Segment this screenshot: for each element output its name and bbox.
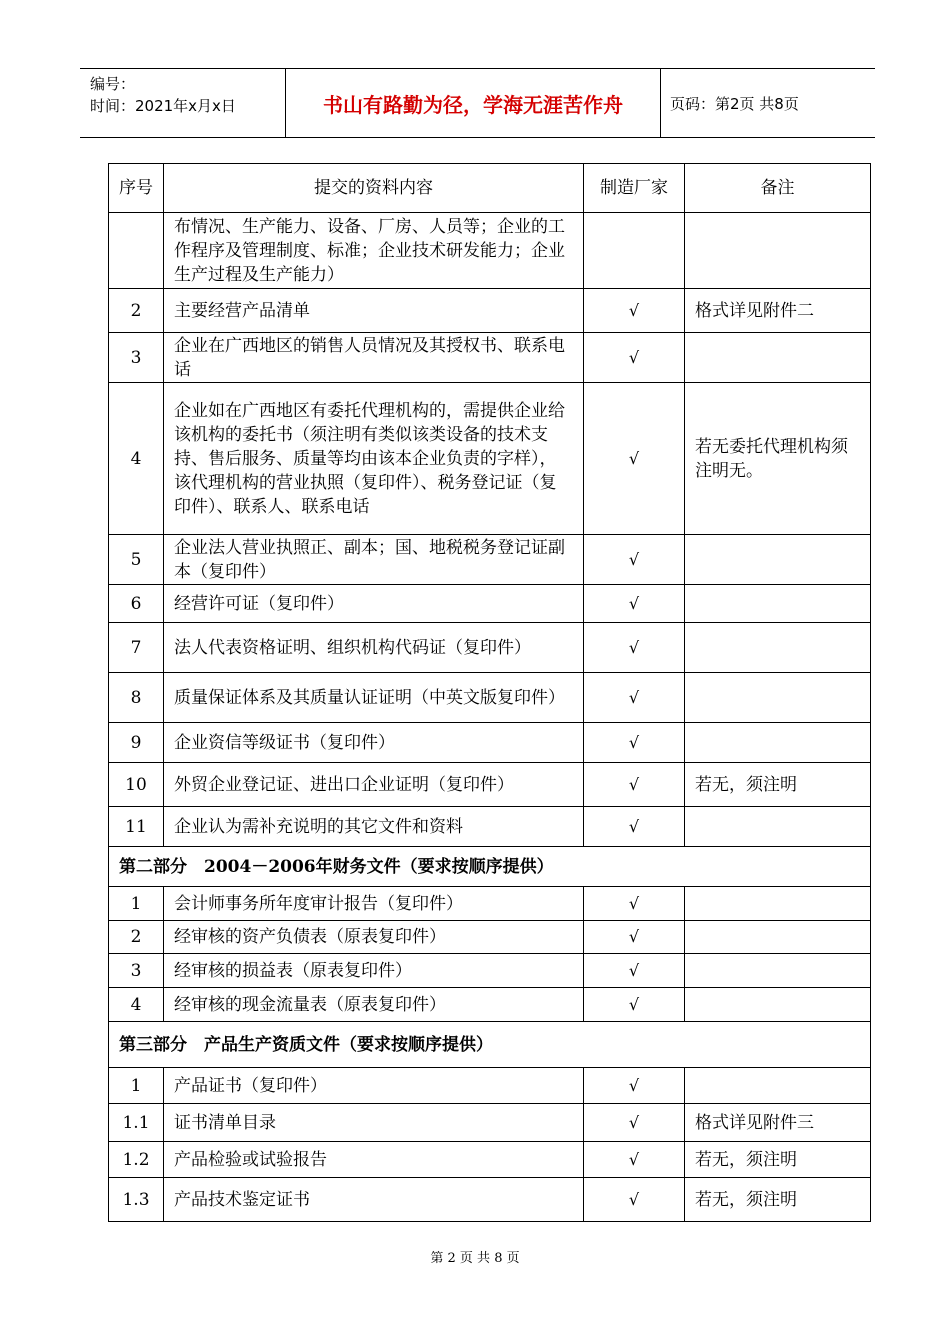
header-page-info: 页码：第2页 共8页 <box>670 94 799 113</box>
check-mark: √ <box>584 673 685 723</box>
row-note <box>685 213 871 289</box>
table-row <box>109 535 871 585</box>
row-note <box>685 921 871 954</box>
row-content: 企业如在广西地区有委托代理机构的，需提供企业给该机构的委托书（须注明有类似该类设备的技术支持、售后服务、质量等均由该本企业负责的字样），该代理机构的营业执照（复印件）、税务登记证（复印件）、联系人、联系电话 <box>164 383 584 535</box>
check-mark: √ <box>584 954 685 988</box>
section-title-row <box>109 847 871 887</box>
row-note: 若无，须注明 <box>685 763 871 807</box>
column-header-manufacturer: 制造厂家 <box>584 164 685 213</box>
row-content: 企业资信等级证书（复印件） <box>164 723 584 763</box>
row-content: 经审核的现金流量表（原表复印件） <box>164 988 584 1022</box>
header-motto: 书山有路勤为径，学海无涯苦作舟 <box>323 92 623 117</box>
check-mark: √ <box>584 723 685 763</box>
row-no: 6 <box>109 585 164 623</box>
table-row <box>109 723 871 763</box>
row-note <box>685 623 871 673</box>
row-no: 1 <box>109 887 164 921</box>
header-meta <box>90 73 236 117</box>
row-note <box>685 585 871 623</box>
row-no: 5 <box>109 535 164 585</box>
check-mark: √ <box>584 763 685 807</box>
row-content: 会计师事务所年度审计报告（复印件） <box>164 887 584 921</box>
check-mark: √ <box>584 887 685 921</box>
check-mark: √ <box>584 807 685 847</box>
document-number: 编号： <box>90 75 136 93</box>
check-mark: √ <box>584 289 685 333</box>
table-row <box>109 887 871 921</box>
row-note <box>685 887 871 921</box>
row-note <box>685 535 871 585</box>
row-mark <box>584 213 685 289</box>
row-content: 经营许可证（复印件） <box>164 585 584 623</box>
row-no: 4 <box>109 988 164 1022</box>
row-note <box>685 673 871 723</box>
check-mark: √ <box>584 535 685 585</box>
row-no <box>109 213 164 289</box>
column-header-note: 备注 <box>685 164 871 213</box>
row-no: 10 <box>109 763 164 807</box>
row-content: 主要经营产品清单 <box>164 289 584 333</box>
row-no: 3 <box>109 954 164 988</box>
row-content: 经审核的损益表（原表复印件） <box>164 954 584 988</box>
table-row <box>109 921 871 954</box>
check-mark: √ <box>584 921 685 954</box>
section-2-title: 第二部分 2004－2006年财务文件（要求按顺序提供） <box>109 847 871 887</box>
check-mark: √ <box>584 1068 685 1104</box>
row-content: 产品检验或试验报告 <box>164 1142 584 1178</box>
row-note: 若无，须注明 <box>685 1178 871 1222</box>
document-time: 时间：2021年x月x日 <box>90 97 236 115</box>
table-row <box>109 988 871 1022</box>
check-mark: √ <box>584 1142 685 1178</box>
row-no: 1.2 <box>109 1142 164 1178</box>
check-mark: √ <box>584 1178 685 1222</box>
table-row <box>109 383 871 535</box>
row-note: 若无，须注明 <box>685 1142 871 1178</box>
materials-table <box>108 163 871 1222</box>
row-content: 外贸企业登记证、进出口企业证明（复印件） <box>164 763 584 807</box>
table-row <box>109 954 871 988</box>
row-no: 1.1 <box>109 1104 164 1142</box>
row-note <box>685 723 871 763</box>
row-no: 1.3 <box>109 1178 164 1222</box>
row-no: 11 <box>109 807 164 847</box>
column-header-no: 序号 <box>109 164 164 213</box>
check-mark: √ <box>584 988 685 1022</box>
row-note: 若无委托代理机构须注明无。 <box>685 383 871 535</box>
check-mark: √ <box>584 1104 685 1142</box>
table-row <box>109 289 871 333</box>
row-note: 格式详见附件二 <box>685 289 871 333</box>
page-footer: 第 2 页 共 8 页 <box>430 1251 520 1266</box>
table-row <box>109 763 871 807</box>
check-mark: √ <box>584 333 685 383</box>
row-no: 9 <box>109 723 164 763</box>
table-row <box>109 807 871 847</box>
row-content: 布情况、生产能力、设备、厂房、人员等；企业的工作程序及管理制度、标准；企业技术研发能力；企业生产过程及生产能力） <box>164 213 584 289</box>
row-content: 证书清单目录 <box>164 1104 584 1142</box>
header-divider <box>660 69 661 137</box>
table-header-row <box>109 164 871 213</box>
row-note <box>685 807 871 847</box>
column-header-content: 提交的资料内容 <box>164 164 584 213</box>
page-header <box>80 68 875 138</box>
check-mark: √ <box>584 585 685 623</box>
check-mark: √ <box>584 383 685 535</box>
row-content: 法人代表资格证明、组织机构代码证（复印件） <box>164 623 584 673</box>
row-note: 格式详见附件三 <box>685 1104 871 1142</box>
table-row <box>109 585 871 623</box>
table-row <box>109 333 871 383</box>
row-no: 2 <box>109 921 164 954</box>
row-no: 7 <box>109 623 164 673</box>
row-no: 8 <box>109 673 164 723</box>
table-row <box>109 1142 871 1178</box>
section-3-title: 第三部分 产品生产资质文件（要求按顺序提供） <box>109 1022 871 1068</box>
table-row <box>109 623 871 673</box>
table-row <box>109 1104 871 1142</box>
row-content: 企业认为需补充说明的其它文件和资料 <box>164 807 584 847</box>
row-no: 2 <box>109 289 164 333</box>
section-title-row <box>109 1022 871 1068</box>
row-content: 企业法人营业执照正、副本；国、地税税务登记证副本（复印件） <box>164 535 584 585</box>
row-note <box>685 988 871 1022</box>
row-no: 4 <box>109 383 164 535</box>
check-mark: √ <box>584 623 685 673</box>
row-note <box>685 333 871 383</box>
row-content: 产品证书（复印件） <box>164 1068 584 1104</box>
row-content: 产品技术鉴定证书 <box>164 1178 584 1222</box>
row-note <box>685 1068 871 1104</box>
table-row <box>109 213 871 289</box>
table-row <box>109 673 871 723</box>
row-content: 经审核的资产负债表（原表复印件） <box>164 921 584 954</box>
row-content: 质量保证体系及其质量认证证明（中英文版复印件） <box>164 673 584 723</box>
row-no: 3 <box>109 333 164 383</box>
row-note <box>685 954 871 988</box>
table-row <box>109 1178 871 1222</box>
row-no: 1 <box>109 1068 164 1104</box>
table-row <box>109 1068 871 1104</box>
row-content: 企业在广西地区的销售人员情况及其授权书、联系电话 <box>164 333 584 383</box>
